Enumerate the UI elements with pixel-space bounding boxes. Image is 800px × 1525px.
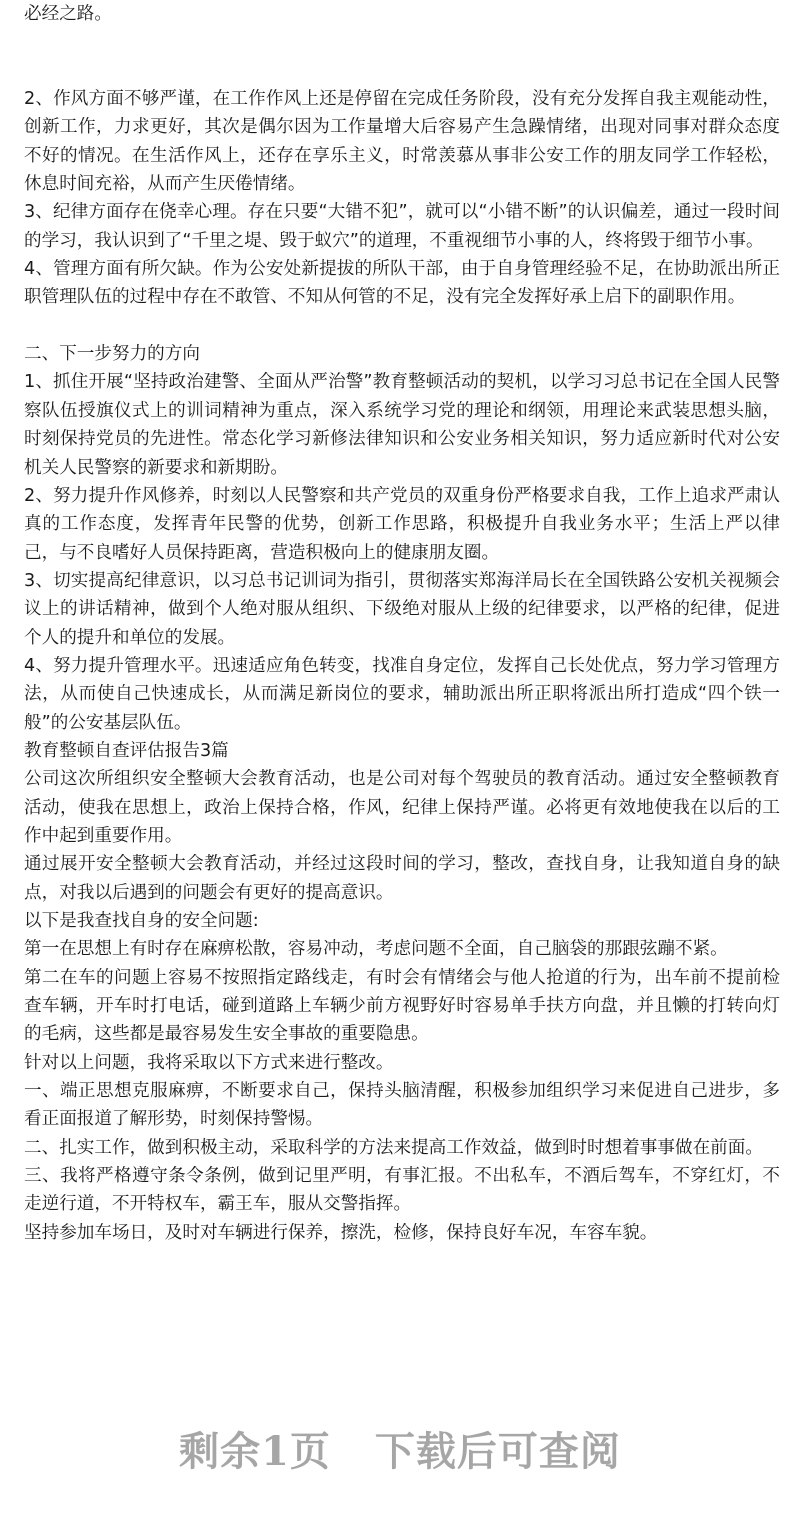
paragraph: 第一在思想上有时存在麻痹松散，容易冲动，考虑问题不全面，自己脑袋的那跟弦蹦不紧。 xyxy=(24,939,728,960)
paragraph: 4、努力提升管理水平。迅速适应角色转变，找准自身定位，发挥自己长处优点，努力学习管理方法，从而使自己快速成长，从而满足新岗位的要求，辅助派出所正职将派出所打造成“四个铁一般”的公安基层队伍。 xyxy=(24,655,780,733)
paragraph: 第二在车的问题上容易不按照指定路线走，有时会有情绪会与他人抢道的行为，出车前不提前检查车辆，开车时打电话，碰到道路上车辆少前方视野好时容易单手扶方向盘，并且懒的打转向灯的毛病，这些都是最容易发生安全事故的重要隐患。 xyxy=(24,967,780,1045)
paragraph: 2、努力提升作风修养，时刻以人民警察和共产党员的双重身份严格要求自我，工作上追求严肃认真的工作态度，发挥青年民警的优势，创新工作思路，积极提升自我业务水平；生活上严以律己，与不良嗜好人员保持距离，营造积极向上的健康朋友圈。 xyxy=(24,485,780,563)
paragraph: 三、我将严格遵守条令条例，做到记里严明，有事汇报。不出私车，不酒后驾车，不穿红灯，不走逆行道，不开特权车，霸王车，服从交警指挥。 xyxy=(24,1166,780,1215)
paragraph: 3、纪律方面存在侥幸心理。存在只要“大错不犯”，就可以“小错不断”的认识偏差，通过一段时间的学习，我认识到了“千里之堤、毁于蚁穴”的道理，不重视细节小事的人，终将毁于细节小事。 xyxy=(24,202,780,251)
paragraph: 必经之路。 xyxy=(24,4,112,24)
blank-line xyxy=(24,57,780,85)
section-title: 教育整顿自查评估报告3篇 xyxy=(24,740,229,761)
paragraph: 坚持参加车场日，及时对车辆进行保养，擦洗，检修，保持良好车况，车容车貌。 xyxy=(24,1222,658,1243)
blank-line xyxy=(24,312,780,340)
remaining-pages-label: 剩余1页 xyxy=(179,1428,331,1475)
download-to-read-label[interactable]: 下载后可查阅 xyxy=(374,1428,621,1475)
paragraph: 通过展开安全整顿大会教育活动，并经过这段时间的学习，整改，查找自身，让我知道自身的缺点，对我以后遇到的问题会有更好的提高意识。 xyxy=(24,854,780,903)
paragraph: 以下是我查找自身的安全问题: xyxy=(24,911,259,931)
paragraph: 2、作风方面不够严谨，在工作作风上还是停留在完成任务阶段，没有充分发挥自我主观能动性，创新工作，力求更好，其次是偶尔因为工作量增大后容易产生急躁情绪，出现对同事对群众态度不好的情况。在生活作风上，还存在享乐主义，时常羡慕从事非公安工作的朋友同学工作轻松，休息时间充裕，从而产生厌倦情绪。 xyxy=(24,89,780,195)
blank-line xyxy=(24,28,780,56)
paragraph: 二、下一步努力的方向 xyxy=(24,344,200,365)
paragraph: 一、端正思想克服麻痹，不断要求自己，保持头脑清醒，积极参加组织学习来促进自己进步，多看正面报道了解形势，时刻保持警惕。 xyxy=(24,1081,780,1130)
paragraph: 4、管理方面有所欠缺。作为公安处新提拔的所队干部，由于自身管理经验不足，在协助派出所正职管理队伍的过程中存在不敢管、不知从何管的不足，没有完全发挥好承上启下的副职作用。 xyxy=(24,259,780,308)
paragraph: 公司这次所组织安全整顿大会教育活动，也是公司对每个驾驶员的教育活动。通过安全整顿教育活动，使我在思想上，政治上保持合格，作风，纪律上保持严谨。必将更有效地使我在以后的工作中起到重要作用。 xyxy=(24,769,780,846)
paragraph: 1、抓住开展“坚持政治建警、全面从严治警”教育整顿活动的契机，以学习习总书记在全国人民警察队伍授旗仪式上的训词精神为重点，深入系统学习党的理论和纲领，用理论来武装思想头脑，时刻保持党员的先进性。常态化学习新修法律知识和公安业务相关知识，努力适应新时代对公安机关人民警察的新要求和新期盼。 xyxy=(24,372,780,478)
paragraph: 3、切实提高纪律意识，以习总书记训词为指引，贯彻落实郑海洋局长在全国铁路公安机关视频会议上的讲话精神，做到个人绝对服从组织、下级绝对服从上级的纪律要求，以严格的纪律，促进个人的提升和单位的发展。 xyxy=(24,570,780,648)
download-prompt[interactable] xyxy=(0,1420,800,1477)
paragraph: 二、扎实工作，做到积极主动，采取科学的方法来提高工作效益，做到时时想着事事做在前面。 xyxy=(24,1137,763,1158)
document-body xyxy=(24,0,780,1247)
paragraph: 针对以上问题，我将采取以下方式来进行整改。 xyxy=(24,1052,394,1073)
